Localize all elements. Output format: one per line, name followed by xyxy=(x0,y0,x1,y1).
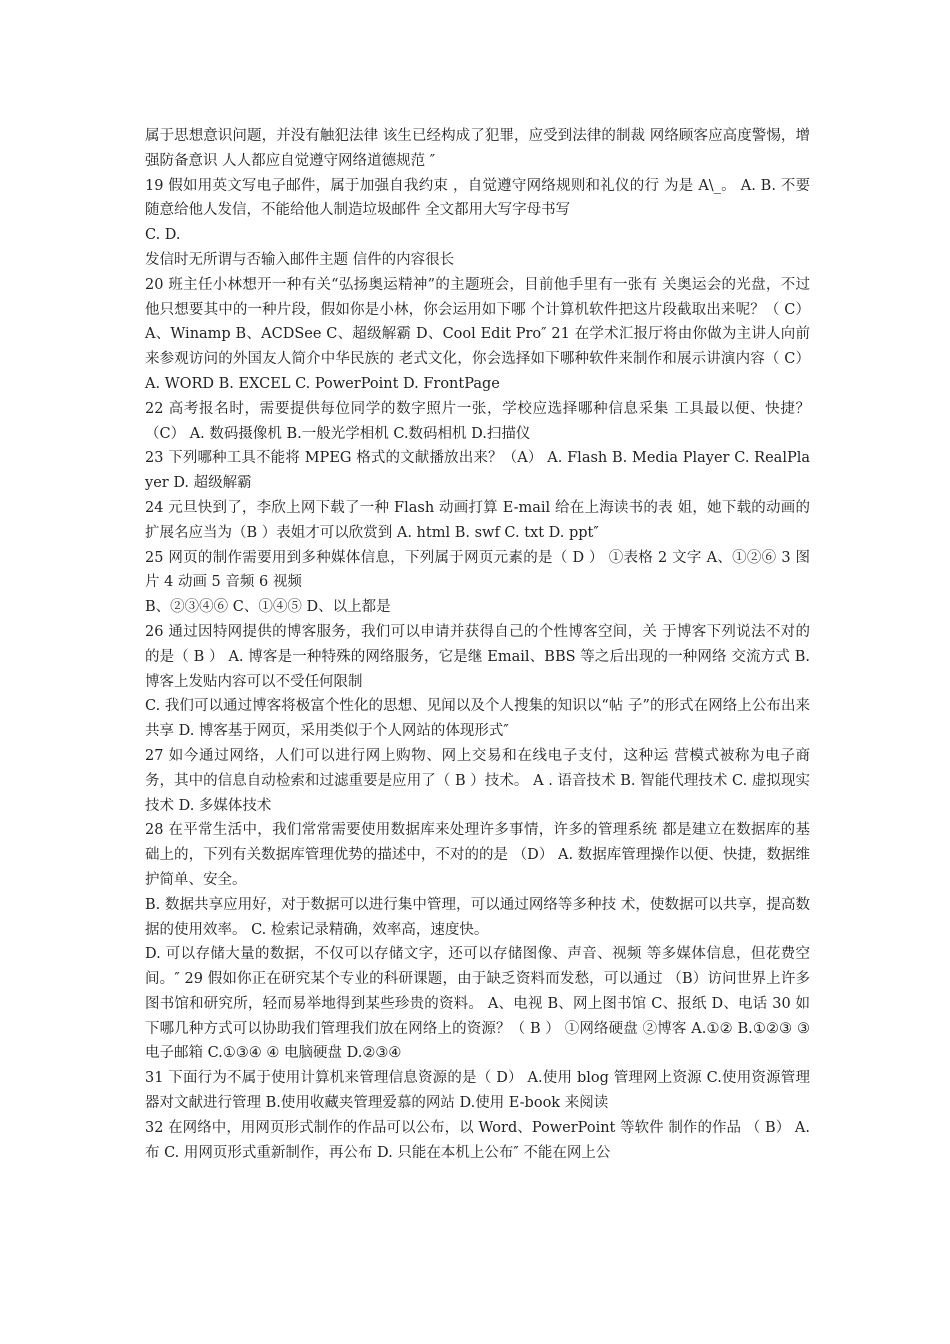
question-32: 32 在网络中，用网页形式制作的作品可以公布，以 Word、PowerPoint 等软件 制作的作品 （ B） A. 布 C. 用网页形式重新制作，再公布 D. 只能在本机上公布″ 不能在网上公 xyxy=(145,1119,810,1161)
question-24: 24 元旦快到了，李欣上网下载了一种 Flash 动画打算 E-mail 给在上海读书的表 姐，她下载的动画的扩展名应当为（B ）表姐才可以欣赏到 A. html B. swf C. txt D. ppt″ xyxy=(145,499,810,541)
question-23: 23 下列哪种工具不能将 MPEG 格式的文献播放出来？（A） A. Flash B. Media Player C. RealPlayer D. 超级解霸 xyxy=(145,450,810,492)
question-28-option-bc: B. 数据共享应用好，对于数据可以进行集中管理，可以通过网络等多种技 术，使数据可以共享，提高数据的使用效率。 C. 检索记录精确，效率高，速度快。 xyxy=(145,896,810,938)
question-31: 31 下面行为不属于使用计算机来管理信息资源的是（ D） A.使用 blog 管理网上资源 C.使用资源管理器对文献进行管理 B.使用收藏夹管理爱慕的网站 D.使用 E-book 来阅读 xyxy=(145,1070,810,1112)
question-26-options: C. 我们可以通过博客将极富个性化的思想、见闻以及个人搜集的知识以“帖 子”的形式在网络上公布出来共享 D. 博客基于网页，采用类似于个人网站的体现形式″ xyxy=(145,698,810,740)
question-28-29-30: D. 可以存储大量的数据，不仅可以存储文字，还可以存储图像、声音、视频 等多媒体信息，但花费空间。″ 29 假如你正在研究某个专业的科研课题，由于缺乏资料而发愁，可以通过 （B）访问世界上许多图书馆和研究所，轻而易举地得到某些珍贵的资料。 A、电视 B、网上图书馆 C、报纸 D、电话 30 如下哪几种方式可以协助我们管理我们放在网络上的资源？（ B ） ①网络硬盘 ②博客 A.①② B.①②③ ③ 电子邮箱 C.①③④ ④ 电脑硬盘 D.②③④ xyxy=(145,946,810,1062)
question-19-option-text: 发信时无所谓与否输入邮件主题 信件的内容很长 xyxy=(145,251,455,268)
document-page xyxy=(145,124,810,1165)
paragraph-1: 属于思想意识问题，并没有触犯法律 该生已经构成了犯罪，应受到法律的制裁 网络顾客应高度警惕，增强防备意识 人人都应自觉遵守网络道德规范 ″ xyxy=(145,128,810,169)
question-19: 19 假如用英文写电子邮件，属于加强自我约束 ，自觉遵守网络规则和礼仪的行 为是 A\_。 A. B. 不要随意给他人发信，不能给他人制造垃圾邮件 全文都用大写字母书写 xyxy=(145,177,810,219)
question-20-21: 20 班主任小林想开一种有关“弘扬奥运精神”的主题班会，目前他手里有一张有 关奥运会的光盘，不过他只想要其中的一种片段，假如你是小林，你会运用如下哪 个计算机软件把这片段截取出来呢？（ C） A、Winamp B、ACDSee C、超级解霸 D、Cool Edit Pro″ 21 在学术汇报厅将由你做为主讲人向前来参观访问的外国友人简介中华民族的 老式文化，你会选择如下哪种软件来制作和展示讲演内容（ C） A. WORD B. EXCEL C. PowerPoint D. FrontPage xyxy=(145,276,810,392)
question-27: 27 如今通过网络，人们可以进行网上购物、网上交易和在线电子支付，这种运 营模式被称为电子商务，其中的信息自动检索和过滤重要是应用了（ B ）技术。 A . 语音技术 B. 智能代理技术 C. 虚拟现实技术 D. 多媒体技术 xyxy=(145,747,810,814)
question-25: 25 网页的制作需要用到多种媒体信息，下列属于网页元素的是（ D ） ①表格 2 文字 A、①②⑥ 3 图片 4 动画 5 音频 6 视频 xyxy=(145,549,810,591)
question-26: 26 通过因特网提供的博客服务，我们可以申请并获得自己的个性博客空间，关 于博客下列说法不对的的是（ B ） A. 博客是一种特殊的网络服务，它是继 Email、BBS 等之后出现的一种网络 交流方式 B. 博客上发贴内容可以不受任何限制 xyxy=(145,623,810,690)
question-22: 22 高考报名时，需要提供每位同学的数字照片一张，学校应选择哪种信息采集 工具最以便、快捷？（C） A. 数码摄像机 B.一般光学相机 C.数码相机 D.扫描仪 xyxy=(145,400,810,442)
question-25-options: B、②③④⑥ C、①④⑤ D、以上都是 xyxy=(145,599,391,616)
question-19-options-cd: C. D. xyxy=(145,227,181,244)
question-28: 28 在平常生活中，我们常常需要使用数据库来处理许多事情，许多的管理系统 都是建立在数据库的基础上的，下列有关数据库管理优势的描述中，不对的的是 （D） A. 数据库管理操作以便、快捷，数据维护简单、安全。 xyxy=(145,822,810,888)
